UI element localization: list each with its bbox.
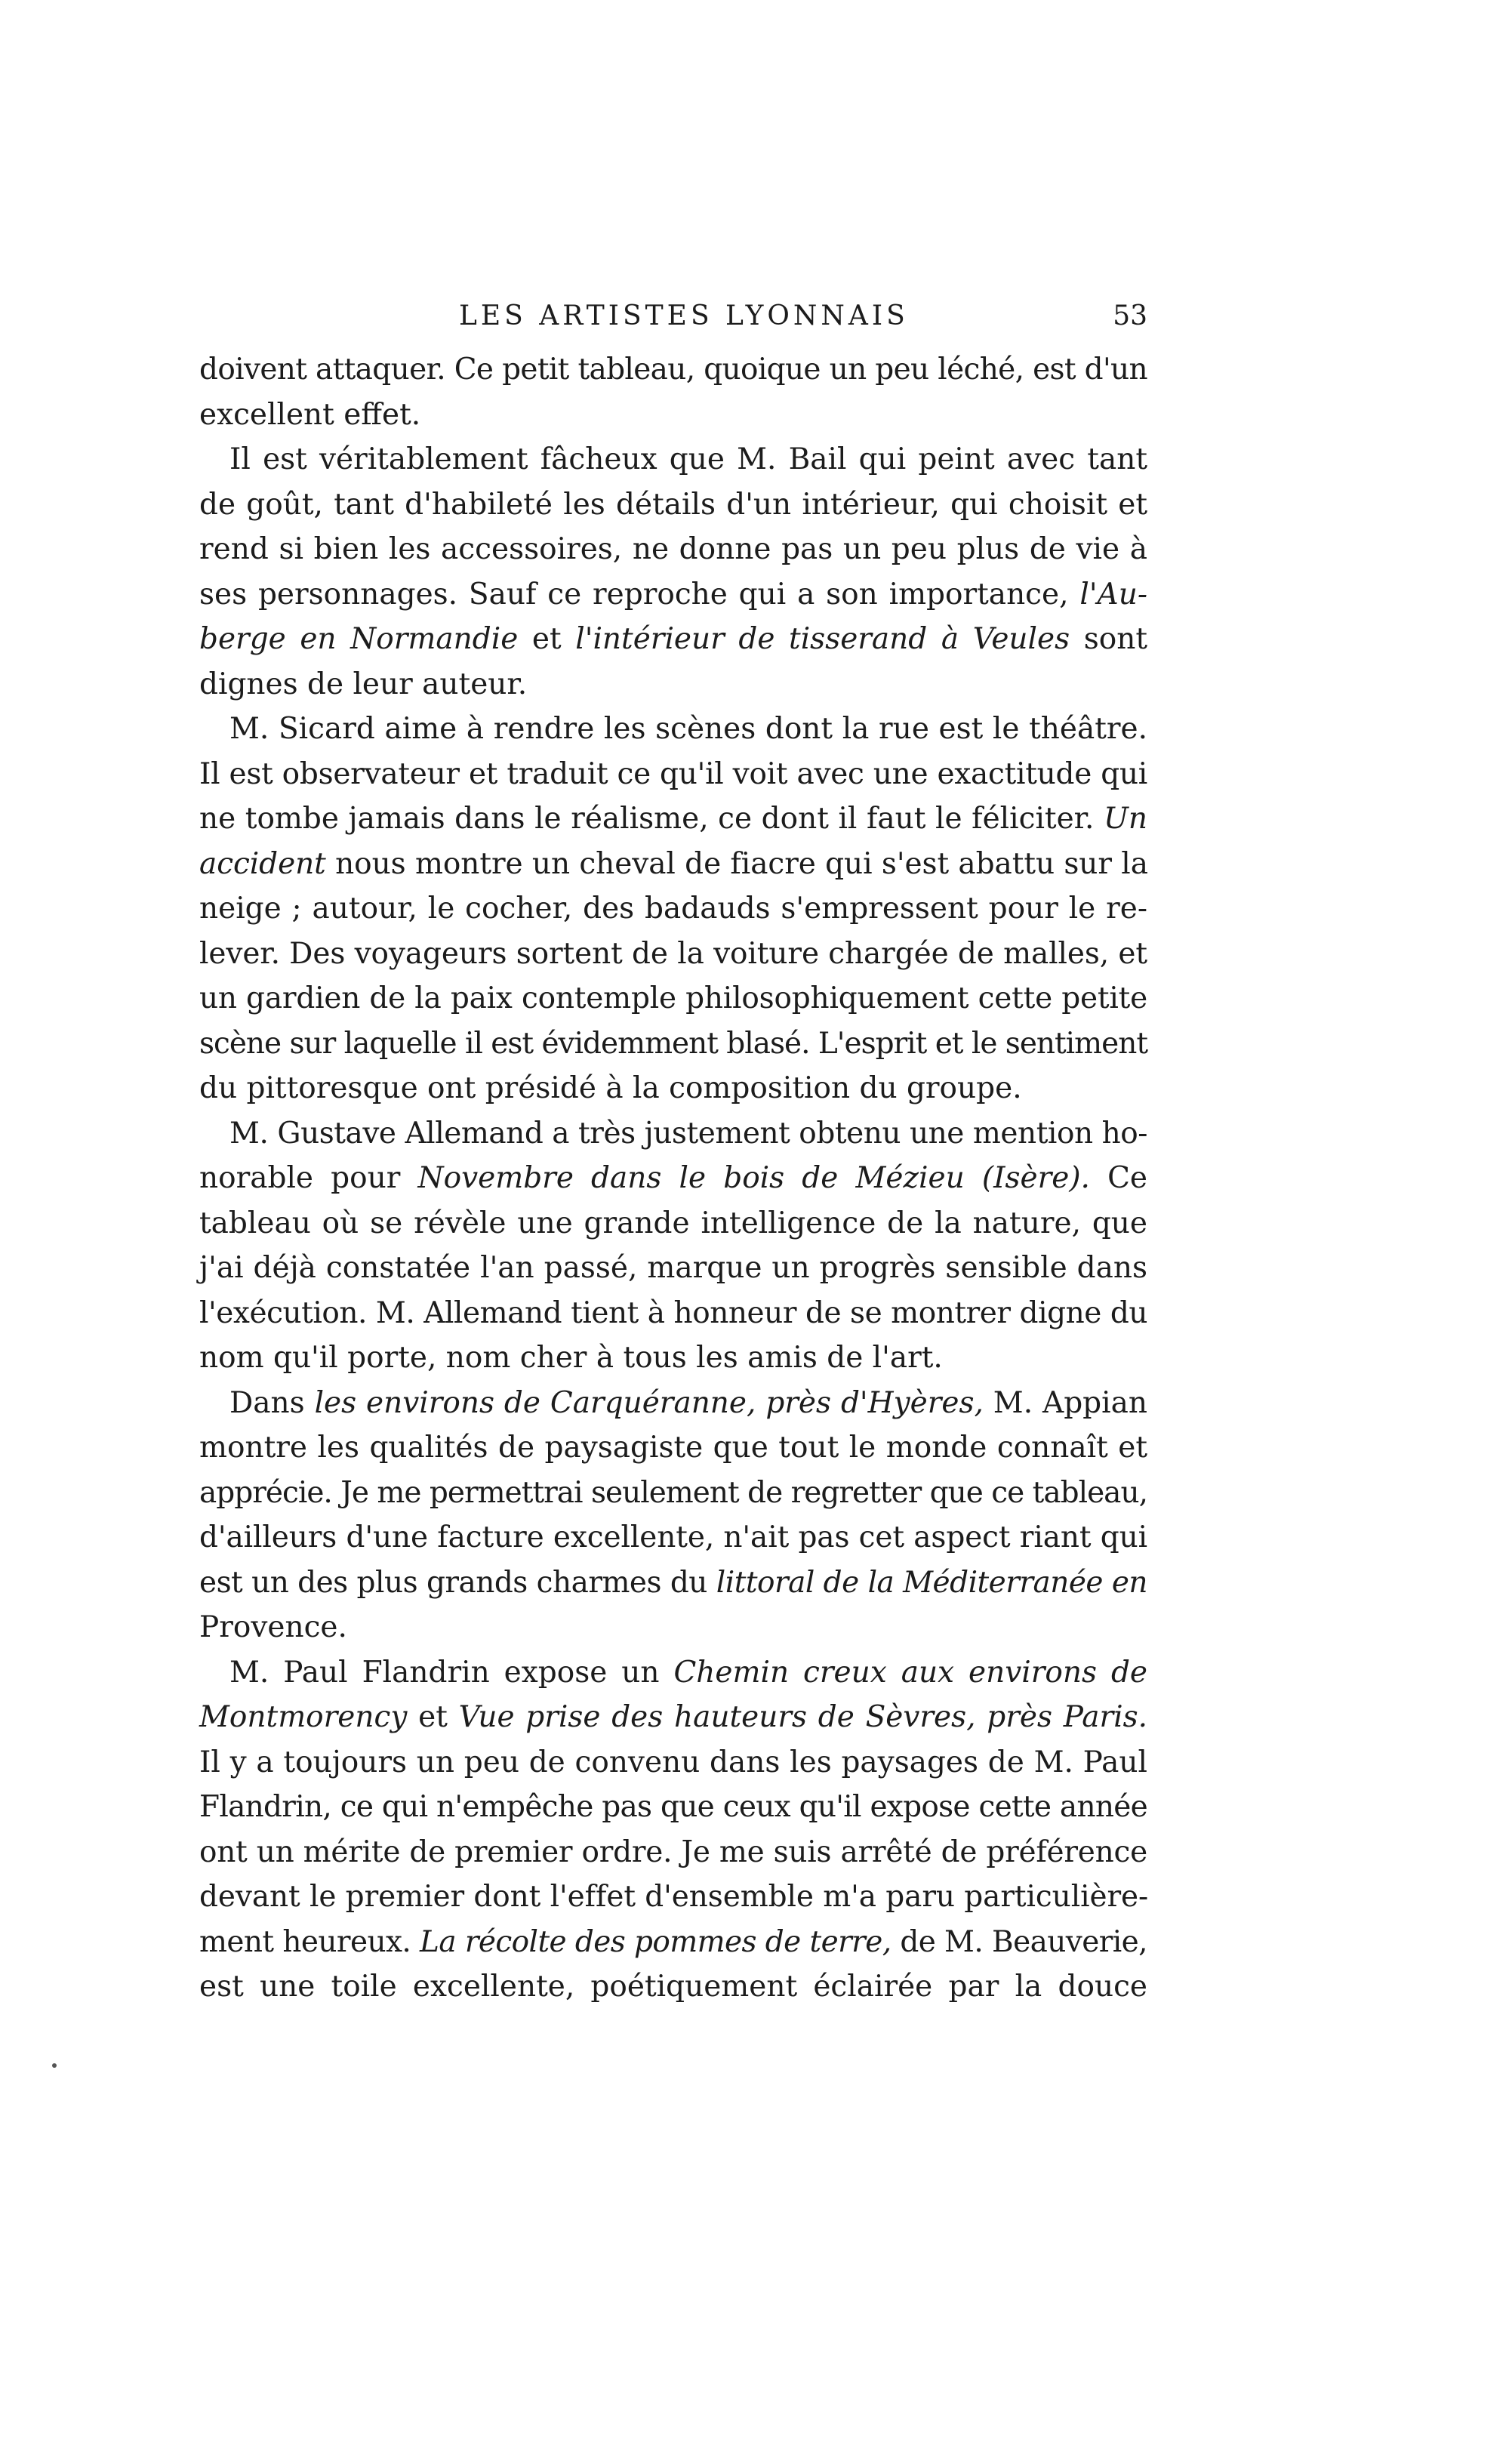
text-line [199,1291,1147,1336]
text-line [199,1740,1147,1785]
text-line [199,1201,1147,1246]
text-run: l'exécution. M. Allemand tient à honneur de se montrer digne du [199,1295,1147,1330]
text-line [199,1111,1147,1157]
text-line [199,886,1147,932]
italic-title: accident [199,846,326,881]
italic-title: Un [1104,802,1147,836]
text-line [199,1785,1147,1830]
text-line [199,1560,1147,1606]
text-line [199,1246,1147,1291]
text-run: M. Gustave Allemand a très justement obtenu une mention ho- [229,1116,1147,1151]
text-line [199,842,1147,887]
text-run: M. Appian [983,1385,1147,1420]
text-line [199,1964,1147,2010]
text-line [199,482,1147,528]
text-run: du pittoresque ont présidé à la composition du groupe. [199,1071,1022,1105]
text-line [199,662,1147,707]
text-run: nous montre un cheval de fiacre qui s'est abattu sur la [325,846,1148,881]
italic-title: l'intérieur de tisserand à Veules [575,622,1070,656]
text-line [199,572,1147,618]
text-run: devant le premier dont l'effet d'ensemble m'a paru particulière- [199,1880,1149,1914]
text-run: excellent effet. [199,397,421,432]
italic-title: La récolte des pommes de terre, [420,1924,891,1959]
margin-speck [52,2063,57,2068]
text-line [199,1650,1147,1696]
running-title: LES ARTISTES LYONNAIS [459,300,909,331]
italic-title: Montmorency [199,1700,408,1734]
text-run: M. Paul Flandrin expose un [229,1655,674,1690]
text-run: ne tombe jamais dans le réalisme, ce dont il faut le féliciter. [199,802,1104,836]
text-line [199,932,1147,977]
italic-title: les environs de Carquéranne, près d'Hyères, [314,1385,984,1420]
italic-title: Chemin creux aux environs de [673,1655,1147,1690]
text-line [199,707,1147,752]
text-line [199,1830,1147,1875]
text-line [199,1425,1147,1471]
text-run: Ce [1089,1161,1148,1195]
text-line [199,752,1147,797]
text-run: Il est observateur et traduit ce qu'il voit avec une exactitude qui [199,756,1147,791]
text-run: sont [1070,622,1148,656]
text-run: de M. Beauverie, [891,1924,1147,1959]
italic-title: littoral de la Méditerranée en [716,1565,1147,1600]
text-run: j'ai déjà constatée l'an passé, marque un progrès sensible dans [199,1251,1147,1285]
text-run: Dans [229,1385,315,1420]
text-run: norable pour [199,1161,418,1195]
text-run: Provence. [199,1610,347,1644]
text-run: et [518,622,576,656]
text-line [199,437,1147,482]
text-line [199,1156,1147,1201]
italic-title: l'Au- [1079,577,1147,612]
text-run: et [407,1700,459,1734]
text-line [199,347,1147,393]
text-run: lever. Des voyageurs sortent de la voiture chargée de malles, et [199,936,1147,971]
text-line [199,976,1147,1021]
text-run: doivent attaquer. Ce petit tableau, quoique un peu léché, est d'un [199,353,1147,387]
text-line [199,1605,1147,1650]
page-number: 53 [1113,300,1147,331]
text-line [199,617,1147,662]
text-line [199,527,1147,572]
text-line [199,796,1147,842]
text-run: dignes de leur auteur. [199,667,528,701]
text-run: montre les qualités de paysagiste que tout le monde connaît et [199,1431,1147,1465]
text-run: de goût, tant d'habileté les détails d'un intérieur, qui choisit et [199,487,1147,522]
text-run: Flandrin, ce qui n'empêche pas que ceux qu'il expose cette année [199,1790,1147,1824]
text-run: un gardien de la paix contemple philosophiquement cette petite [199,981,1147,1015]
italic-title: berge en Normandie [199,622,519,656]
text-run: nom qu'il porte, nom cher à tous les amis de l'art. [199,1341,943,1375]
text-line [199,1515,1147,1560]
text-run: M. Sicard aime à rendre les scènes dont la rue est le théâtre. [229,712,1147,746]
text-line [199,393,1147,438]
text-line [199,1021,1147,1067]
body-text [199,347,1147,2010]
text-line [199,1471,1147,1516]
text-run: tableau où se révèle une grande intelligence de la nature, que [199,1206,1147,1240]
text-run: est un des plus grands charmes du [199,1565,716,1600]
text-line [199,1875,1147,1920]
text-line [199,1920,1147,1965]
text-run: Il y a toujours un peu de convenu dans les paysages de M. Paul [199,1745,1147,1779]
text-run: apprécie. Je me permettrai seulement de regretter que ce tableau, [199,1475,1147,1510]
italic-title: Vue prise des hauteurs de Sèvres, près Paris. [458,1700,1147,1734]
text-run: rend si bien les accessoires, ne donne pas un peu plus de vie à [199,532,1147,566]
text-run: Il est véritablement fâcheux que M. Bail qui peint avec tant [229,442,1147,476]
text-line [199,1066,1147,1111]
running-header [199,294,1147,340]
text-line [199,1381,1147,1426]
italic-title: Novembre dans le bois de Mézieu (Isère). [417,1161,1090,1195]
text-run: neige ; autour, le cocher, des badauds s'empressent pour le re- [199,892,1147,926]
text-run: ses personnages. Sauf ce reproche qui a son importance, [199,577,1080,612]
text-line [199,1335,1147,1381]
text-run: scène sur laquelle il est évidemment blasé. L'esprit et le sentiment [199,1026,1147,1061]
text-line [199,1695,1147,1740]
text-run: d'ailleurs d'une facture excellente, n'ait pas cet aspect riant qui [199,1520,1147,1554]
text-run: ment heureux. [199,1924,420,1959]
text-run: ont un mérite de premier ordre. Je me suis arrêté de préférence [199,1835,1147,1869]
text-run: est une toile excellente, poétiquement éclairée par la douce [199,1970,1147,2004]
